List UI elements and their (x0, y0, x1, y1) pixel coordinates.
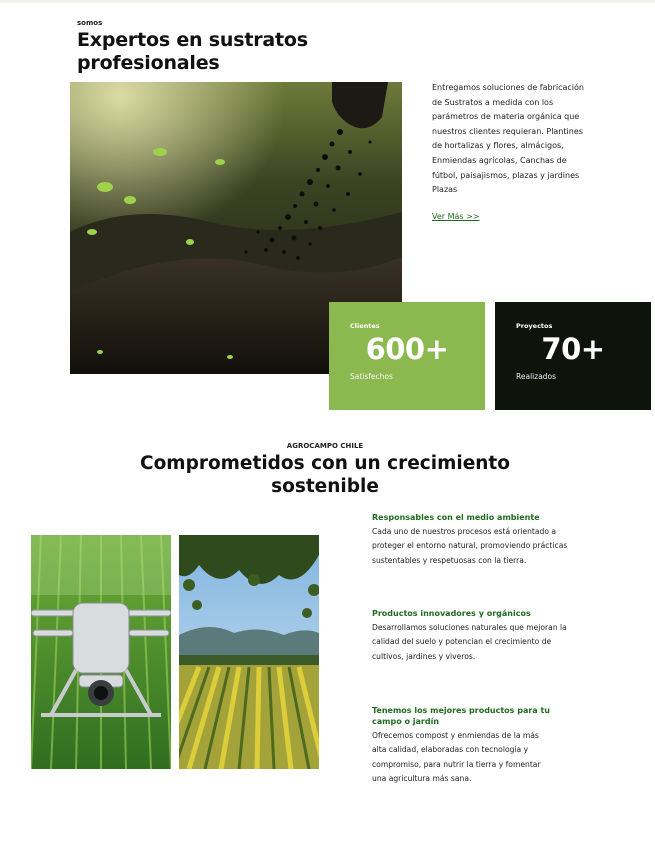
stat-value: 600+ (365, 332, 449, 366)
intro-description: Entregamos soluciones de fabricación de Sustratos a medida con los parámetros de materia orgánica que nuestros clientes requieran. Plantines de hortalizas y flores, almácigos, Enmiendas agrícolas, Canchas de fútbol, paisajismos, plazas y jardines Plazas (432, 83, 584, 195)
section-eyebrow: somos (77, 19, 103, 27)
ver-mas-link[interactable]: Ver Más >> (432, 212, 480, 221)
stat-label: Clientes (350, 322, 380, 330)
feature-organic-products (372, 608, 572, 664)
feature-environment (372, 512, 572, 568)
field-image (179, 535, 319, 769)
feature-title: Responsables con el medio ambiente (372, 513, 540, 522)
stat-proyectos (495, 302, 651, 410)
section2-title: Comprometidos con un crecimiento sostenible (140, 453, 510, 497)
feature-text: Desarrollamos soluciones naturales que mejoran la calidad del suelo y potencian el crecimiento de cultivos, jardines y viveros. (372, 623, 567, 661)
section2-eyebrow: AGROCAMPO CHILE (286, 442, 364, 450)
stat-clientes (329, 302, 485, 410)
stat-sublabel: Realizados (516, 372, 557, 381)
feature-best-products (372, 705, 552, 786)
top-divider (0, 0, 655, 3)
feature-text: Cada uno de nuestros procesos está orientado a proteger el entorno natural, promoviendo prácticas sustentables y respetuosas con la tierra. (372, 527, 568, 565)
feature-text: Ofrecemos compost y enmiendas de la más alta calidad, elaboradas con tecnología y compromiso, para nutrir la tierra y fomentar una agricultura más sana. (372, 731, 541, 783)
stat-sublabel: Satisfechos (350, 372, 393, 381)
drone-image (31, 535, 171, 769)
stat-label: Proyectos (516, 322, 553, 330)
feature-title: Productos innovadores y orgánicos (372, 609, 531, 618)
stat-value: 70+ (541, 332, 605, 366)
page-title: Expertos en sustratos profesionales (77, 29, 308, 74)
feature-title: Tenemos los mejores productos para tu campo o jardín (372, 706, 550, 726)
